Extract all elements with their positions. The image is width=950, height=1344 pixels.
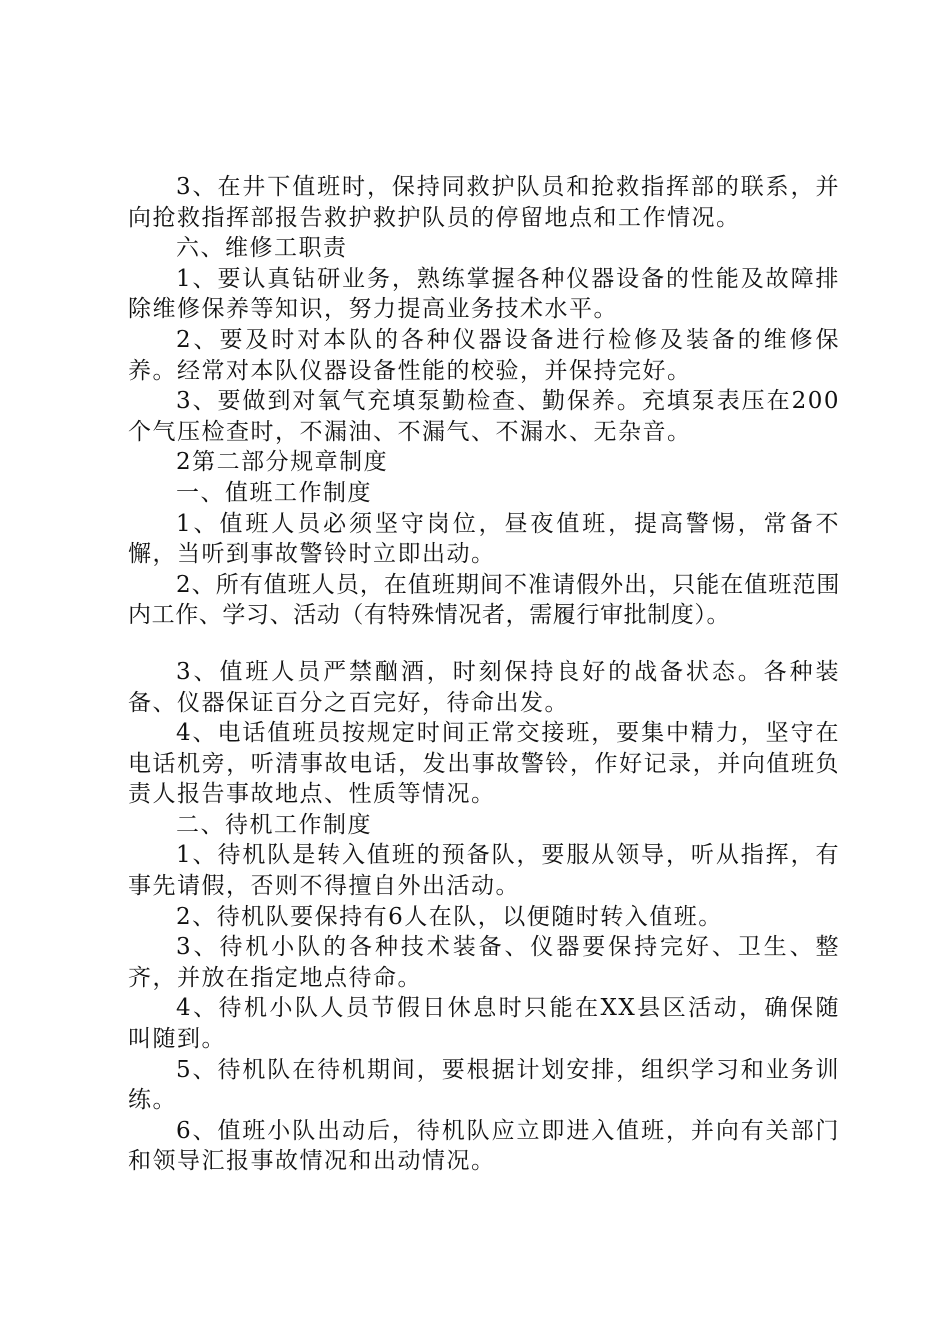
paragraph: 5、待机队在待机期间，要根据计划安排，组织学习和业务训练。 (128, 1056, 840, 1114)
paragraph: 2、所有值班人员，在值班期间不准请假外出，只能在值班范围内工作、学习、活动（有特殊情况者，需履行审批制度）。 (128, 571, 840, 629)
paragraph: 1、值班人员必须坚守岗位，昼夜值班，提高警惕，常备不懈，当听到事故警铃时立即出动。 (128, 510, 840, 568)
paragraph: 3、值班人员严禁酗酒，时刻保持良好的战备状态。各种装备、仪器保证百分之百完好，待命出发。 (128, 658, 840, 716)
paragraph: 1、要认真钻研业务，熟练掌握各种仪器设备的性能及故障排除维修保养等知识，努力提高业务技术水平。 (128, 265, 840, 323)
paragraph: 3、在井下值班时，保持同救护队员和抢救指挥部的联系，并向抢救指挥部报告救护救护队员的停留地点和工作情况。 (128, 174, 840, 231)
paragraph: 4、电话值班员按规定时间正常交接班，要集中精力，坚守在电话机旁，听清事故电话，发出事故警铃，作好记录，并向值班负责人报告事故地点、性质等情况。 (128, 720, 840, 808)
paragraph: 6、值班小队出动后，待机队应立即进入值班，并向有关部门和领导汇报事故情况和出动情况。 (128, 1117, 840, 1175)
paragraph: 3、要做到对氧气充填泵勤检查、勤保养。充填泵表压在200个气压检查时，不漏油、不漏气、不漏水、无杂音。 (128, 388, 840, 445)
section-heading: 六、维修工职责 (176, 235, 348, 262)
section-heading: 二、待机工作制度 (176, 811, 372, 838)
paragraph: 1、待机队是转入值班的预备队，要服从领导，听从指挥，有事先请假，否则不得擅自外出活动。 (128, 842, 840, 900)
paragraph: 3、待机小队的各种技术装备、仪器要保持完好、卫生、整齐，并放在指定地点待命。 (128, 934, 840, 991)
section-heading: 一、值班工作制度 (176, 479, 372, 506)
paragraph: 2、要及时对本队的各种仪器设备进行检修及装备的维修保养。经常对本队仪器设备性能的校验，并保持完好。 (128, 326, 840, 384)
document-body (128, 172, 840, 1177)
part-heading: 2第二部分规章制度 (176, 449, 389, 476)
paragraph: 2、待机队要保持有6人在队，以便随时转入值班。 (176, 903, 723, 930)
paragraph: 4、待机小队人员节假日休息时只能在XX县区活动，确保随叫随到。 (128, 995, 840, 1053)
